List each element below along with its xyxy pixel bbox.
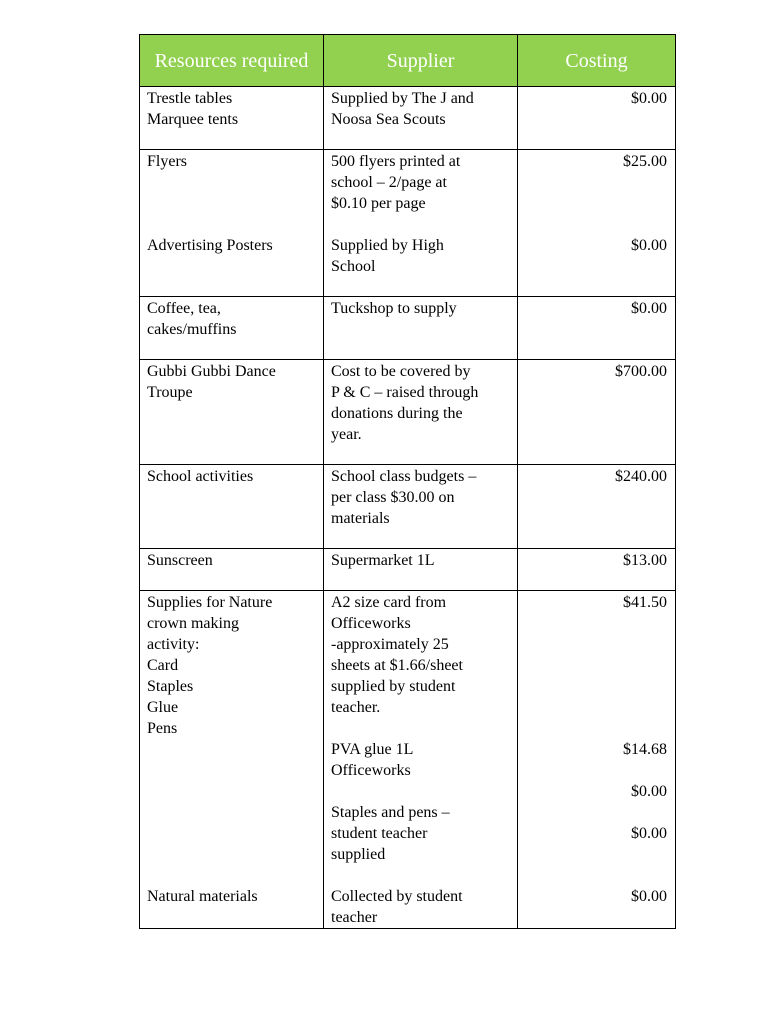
cell-line: crown making <box>147 615 239 632</box>
cell-line: Supermarket 1L <box>331 552 435 569</box>
cell-line <box>147 214 316 235</box>
cell-line: $0.00 <box>631 888 667 905</box>
cell-line: 500 flyers printed at <box>331 153 461 170</box>
cell-line: $41.50 <box>623 594 667 611</box>
cost-cell <box>518 549 676 591</box>
table-body <box>140 87 676 929</box>
cell-line: Troupe <box>147 384 193 401</box>
resource-cell <box>140 297 324 360</box>
cell-line: School activities <box>147 468 254 485</box>
supplier-cell <box>324 297 518 360</box>
cell-line: cakes/muffins <box>147 321 237 338</box>
cell-line: Gubbi Gubbi Dance <box>147 363 276 380</box>
cell-line: Officeworks <box>331 615 411 632</box>
cell-line: Marquee tents <box>147 111 239 128</box>
resource-cell <box>140 465 324 549</box>
header-resources: Resources required <box>140 35 324 87</box>
cell-line: $25.00 <box>623 153 667 170</box>
resources-table <box>139 34 676 929</box>
cell-line: $0.00 <box>631 783 667 800</box>
cell-line: A2 size card from <box>331 594 447 611</box>
cell-line: Coffee, tea, <box>147 300 221 317</box>
cell-line <box>525 718 667 739</box>
table-row <box>140 549 676 591</box>
cost-cell <box>518 360 676 465</box>
cell-line: Trestle tables <box>147 90 233 107</box>
cell-line <box>331 781 510 802</box>
cell-line <box>525 865 667 886</box>
cell-line <box>525 172 667 193</box>
cell-line: Staples and pens – <box>331 804 450 821</box>
resource-cell <box>140 360 324 465</box>
supplier-cell <box>324 465 518 549</box>
cell-line <box>147 865 316 886</box>
cell-line: sheets at $1.66/sheet <box>331 657 463 674</box>
cell-line: $0.00 <box>631 300 667 317</box>
cell-line: supplied by student <box>331 678 456 695</box>
cell-line: School <box>331 258 376 275</box>
cell-line: $13.00 <box>623 552 667 569</box>
cell-line <box>525 193 667 214</box>
cell-line: supplied <box>331 846 386 863</box>
cell-line: $240.00 <box>615 468 667 485</box>
cell-line <box>147 739 316 760</box>
cell-line <box>525 844 667 865</box>
resource-cell <box>140 150 324 297</box>
cell-line <box>525 760 667 781</box>
cell-line <box>525 655 667 676</box>
cost-cell <box>518 87 676 150</box>
cell-line <box>147 802 316 823</box>
cell-line <box>147 823 316 844</box>
cell-line: Glue <box>147 699 179 716</box>
cell-line: School class budgets – <box>331 468 477 485</box>
cell-line: $0.00 <box>631 237 667 254</box>
cell-line: per class $30.00 on <box>331 489 455 506</box>
cell-line <box>147 844 316 865</box>
table-row <box>140 150 676 297</box>
resource-cell <box>140 549 324 591</box>
cell-line: year. <box>331 426 362 443</box>
cell-line: $700.00 <box>615 363 667 380</box>
cost-cell <box>518 150 676 297</box>
cell-line: Supplies for Nature <box>147 594 273 611</box>
cell-line: Collected by student <box>331 888 463 905</box>
cell-line: donations during the <box>331 405 463 422</box>
cell-line <box>147 193 316 214</box>
header-costing: Costing <box>518 35 676 87</box>
cell-line: Sunscreen <box>147 552 213 569</box>
cell-line: $0.00 <box>631 825 667 842</box>
cell-line: Supplied by The J and <box>331 90 474 107</box>
cell-line: Flyers <box>147 153 187 170</box>
supplier-cell <box>324 87 518 150</box>
cell-line: Pens <box>147 720 178 737</box>
cell-line: Officeworks <box>331 762 411 779</box>
cell-line: materials <box>331 510 390 527</box>
supplier-cell <box>324 549 518 591</box>
supplier-cell <box>324 591 518 929</box>
cell-line: PVA glue 1L <box>331 741 414 758</box>
header-row <box>140 35 676 87</box>
cell-line: -approximately 25 <box>331 636 449 653</box>
cell-line: Natural materials <box>147 888 258 905</box>
supplier-cell <box>324 360 518 465</box>
cost-cell <box>518 465 676 549</box>
table-row <box>140 465 676 549</box>
table-row <box>140 591 676 929</box>
cell-line <box>331 865 510 886</box>
cell-line: Supplied by High <box>331 237 444 254</box>
cell-line: teacher. <box>331 699 381 716</box>
cell-line <box>525 676 667 697</box>
cell-line: Cost to be covered by <box>331 363 471 380</box>
cell-line: teacher <box>331 909 378 926</box>
header-supplier: Supplier <box>324 35 518 87</box>
resource-cell <box>140 87 324 150</box>
cell-line: Advertising Posters <box>147 237 273 254</box>
table-row <box>140 297 676 360</box>
cell-line <box>331 718 510 739</box>
table-row <box>140 360 676 465</box>
cell-line: school – 2/page at <box>331 174 447 191</box>
cell-line: student teacher <box>331 825 428 842</box>
cell-line <box>525 634 667 655</box>
cell-line <box>331 214 510 235</box>
cell-line: P & C – raised through <box>331 384 479 401</box>
supplier-cell <box>324 150 518 297</box>
cell-line <box>525 613 667 634</box>
cell-line <box>147 172 316 193</box>
cost-cell <box>518 297 676 360</box>
cell-line: $14.68 <box>623 741 667 758</box>
cell-line: $0.10 per page <box>331 195 426 212</box>
cell-line: Staples <box>147 678 194 695</box>
cell-line: $0.00 <box>631 90 667 107</box>
cell-line: Card <box>147 657 179 674</box>
cell-line <box>525 214 667 235</box>
cell-line: activity: <box>147 636 200 653</box>
cell-line <box>525 697 667 718</box>
table-row <box>140 87 676 150</box>
cell-line <box>525 802 667 823</box>
cell-line: Noosa Sea Scouts <box>331 111 446 128</box>
cell-line <box>147 781 316 802</box>
resource-cell <box>140 591 324 929</box>
cell-line <box>147 760 316 781</box>
cell-line: Tuckshop to supply <box>331 300 457 317</box>
cost-cell <box>518 591 676 929</box>
